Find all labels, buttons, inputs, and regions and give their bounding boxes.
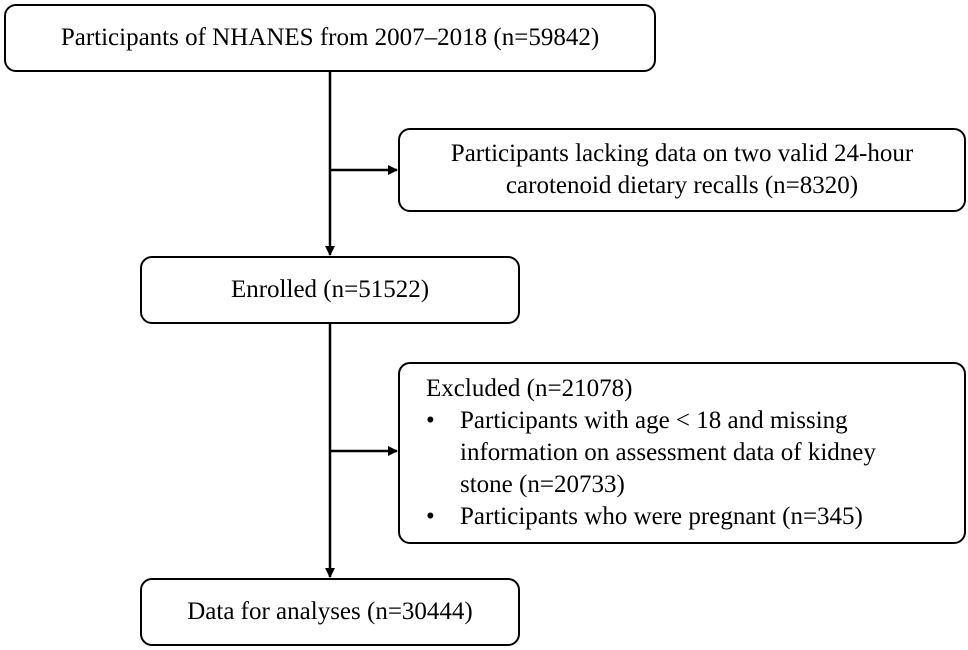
bullet-2-line: Participants who were pregnant (n=345): [460, 503, 863, 530]
exclusion-1-line-1: Participants lacking data on two valid 24-hour: [450, 140, 914, 167]
exclusion-box-recalls: [398, 128, 966, 212]
exclusion-bullet-pregnant: [426, 501, 964, 533]
bullet-1-line-1: Participants with age < 18 and missing: [460, 407, 848, 434]
exclusion-bullet-age-kidney: [426, 405, 964, 501]
bullet-marker: •: [426, 407, 435, 434]
source-population-box: [4, 4, 656, 72]
enrolled-box: [140, 256, 520, 324]
exclusion-2-title: Excluded (n=21078): [426, 375, 633, 402]
enrolled-label: Enrolled (n=51522): [230, 276, 430, 303]
exclusion-1-line-2: carotenoid dietary recalls (n=8320): [505, 172, 859, 199]
bullet-1-line-3: stone (n=20733): [460, 471, 625, 498]
final-analysis-label: Data for analyses (n=30444): [187, 598, 473, 625]
final-analysis-box: [140, 578, 520, 646]
bullet-1-line-2: information on assessment data of kidney: [460, 439, 876, 466]
exclusion-box-criteria: [398, 362, 966, 544]
source-population-label: Participants of NHANES from 2007–2018 (n=59842): [60, 24, 600, 51]
bullet-marker: •: [426, 503, 435, 530]
